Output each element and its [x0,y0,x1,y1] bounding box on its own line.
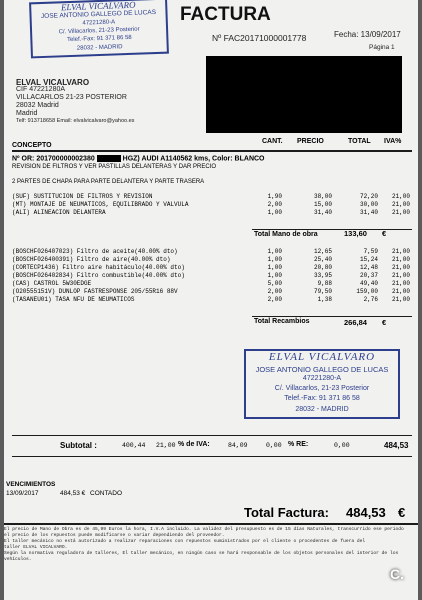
grand-total-label: Total Factura: [244,505,329,520]
iva-amount: 84,09 [228,442,248,449]
labor-row [12,209,412,218]
stamp-name: JOSE ANTONIO GALLEGO DE LUCAS [40,9,157,21]
invoice-number [212,33,306,43]
line-description: (TASANEU01) TASA NFU DE NEUMATICOS [12,296,135,303]
subtotal-base: 400,44 [122,442,146,449]
grand-total-currency: € [398,505,406,520]
line-iva: 21,00 [391,296,410,303]
invoice-date: Fecha: 13/09/2017 [334,30,401,39]
stamp-phone: Telef.-Fax: 91 371 86 58 [66,34,132,44]
stamp-nif: 47221280-A [302,375,342,382]
line-qty: 1,00 [267,272,282,279]
summary-rule-bottom [12,456,412,457]
redacted-client-box [206,56,402,133]
line-iva: 21,00 [391,272,410,279]
due-method: CONTADO [90,490,123,497]
order-number: 201700000002380 [36,155,95,163]
line-price: 38,00 [313,193,332,200]
order-description-2: 2 PARTES DE CHAPA PARA PARTE DELANTERA Y PARTE TRASERA [12,179,205,185]
labor-total-label: Total Mano de obra [254,231,318,238]
stamp-city: 28032 - MADRID [295,406,349,413]
line-iva: 21,00 [391,248,410,255]
issuer-cif: CIF 47221280A [16,86,66,93]
line-price: 31,40 [313,209,332,216]
footer-rule [4,523,418,525]
order-vehicle: HGZ) AUDI A1140562 kms, Color: BLANCO [122,155,265,163]
due-label: VENCIMIENTOS [6,481,56,488]
line-description: (SUF) SUSTITUCION DE FILTROS Y REVISION [12,193,153,200]
line-total: 7,59 [363,248,378,255]
line-total: 2,76 [363,296,378,303]
line-qty: 5,00 [267,280,282,287]
footer-note-5: Según la normativa reguladora de talleres, El taller mecánico, en ningún caso se hará responsable de los objetos personales del interior de los [4,551,399,556]
document-title: FACTURA [180,4,271,25]
line-iva: 21,00 [391,280,410,287]
re-label: % RE: [288,441,309,448]
header-rule [12,150,412,152]
line-price: 20,80 [313,264,332,271]
stamp-name: JOSE ANTONIO GALLEGO DE LUCAS [255,365,389,374]
line-description: (CAS) CASTROL 5W30EDGE [12,280,92,287]
parts-total-value: 266,84 [344,318,367,327]
corner-mark: C. [390,566,404,582]
iva-label: % de IVA: [178,441,210,448]
line-description: (O20555151V) DUNLOP FASTRESPONSE 205/55R16 88V [12,288,178,295]
summary-total: 484,53 [384,441,409,450]
line-qty: 1,00 [267,209,282,216]
line-qty: 2,00 [267,288,282,295]
line-price: 25,40 [313,256,332,263]
due-amount: 484,53 € [60,490,86,497]
company-stamp-bottom [244,349,400,419]
summary-rule-top [12,435,412,436]
column-concepto: CONCEPTO [12,142,52,149]
issuer-contact: Telf: 913718658 Email: elvalvicalvaro@yahoo.es [16,118,135,124]
issuer-address: VILLACARLOS 21-23 POSTERIOR [16,94,127,101]
footer-note-3: El taller mecánico no está autorizado a realizar reparaciones con repuestos suministrados por el cliente o procedentes de fuera del [4,539,366,544]
line-description: (CORTECP1436) Filtro aire habitáculo(40.00% dto) [12,264,185,271]
footer-note-1: El precio de Mano de Obra es de 45,99 Euros la hora, I.V.A incluido. La validez del presupuesto es de 15 días Naturales, transcurrido ese periodo [4,527,404,532]
re-rate: 0,00 [266,442,282,449]
line-price: 9,88 [317,280,332,287]
stamp-brand: ELVAL VICALVARO [268,351,376,363]
order-label: Nº OR: [12,155,35,163]
subtotal-label: Subtotal : [60,441,97,450]
line-iva: 21,00 [391,288,410,295]
line-qty: 1,90 [267,193,282,200]
iva-rate: 21,00 [156,442,176,449]
line-total: 159,00 [356,288,378,295]
redacted-plate [97,155,121,162]
line-description: (BOSCHF026400391) Filtro de aire(40.00% dto) [12,256,171,263]
line-total: 30,00 [359,201,378,208]
re-amount: 0,00 [334,442,350,449]
grand-total-value: 484,53 [346,505,386,520]
line-price: 15,00 [313,201,332,208]
column-total: TOTAL [348,138,371,145]
line-description: (ALI) ALINEACION DELANTERA [12,209,106,216]
line-iva: 21,00 [391,193,410,200]
line-price: 1,38 [317,296,332,303]
line-total: 49,40 [359,280,378,287]
invoice-paper [4,0,418,600]
stamp-street: C/. Villacarlos, 21-23 Posterior [58,26,140,36]
line-iva: 21,00 [391,201,410,208]
parts-total-rule [252,316,412,317]
line-qty: 1,00 [267,248,282,255]
footer-note-2: el precio de los repuestos puede modificarse o variar dependiendo del proveedor. [4,533,225,538]
labor-total-rule [252,229,412,230]
line-iva: 21,00 [391,264,410,271]
invoice-number-label: Nº [212,33,222,43]
line-iva: 21,00 [391,256,410,263]
issuer-city: 28032 Madrid [16,102,59,109]
line-qty: 1,00 [267,264,282,271]
invoice-number-value: FAC20171000001778 [223,33,307,43]
line-total: 20,37 [359,272,378,279]
stamp-street: C/. Villacarlos, 21-23 Posterior [274,385,370,392]
line-iva: 21,00 [391,209,410,216]
line-description: (BOSCHF026402834) Filtro combustible(40.00% dto) [12,272,185,279]
line-total: 15,24 [359,256,378,263]
issuer-province: Madrid [16,110,38,117]
column-iva: IVA% [384,138,402,145]
line-qty: 2,00 [267,296,282,303]
page-number: Página 1 [369,44,395,51]
line-total: 12,48 [359,264,378,271]
line-price: 12,65 [313,248,332,255]
stamp-brand: ELVAL VICALVARO [60,0,136,13]
due-date: 13/09/2017 [6,490,39,497]
footer-note-4: taller ELVAL VICALVARO. [4,545,68,550]
line-price: 33,95 [313,272,332,279]
stamp-phone: Telef.-Fax: 91 371 86 58 [284,395,360,402]
company-stamp-top [29,0,169,58]
line-qty: 1,00 [267,256,282,263]
labor-total-value: 133,60 [344,229,367,238]
footer-note-6: vehículos. [4,557,32,562]
parts-total-label: Total Recambios [254,318,310,325]
line-total: 31,40 [359,209,378,216]
line-total: 72,20 [359,193,378,200]
column-precio: PRECIO [297,138,324,145]
column-cant: CANT. [262,138,283,145]
part-row [12,296,412,305]
issuer-name: ELVAL VICALVARO [16,78,90,87]
order-description: REVISION DE FILTROS Y VER PASTILLAS DELANTERAS Y DAR PRECIO [12,164,217,170]
labor-total-currency: € [382,229,387,238]
stamp-city: 28032 - MADRID [76,44,123,52]
order-line [12,155,265,162]
stamp-nif: 47221280-A [82,19,116,27]
line-qty: 2,00 [267,201,282,208]
line-description: (MT) MONTAJE DE NEUMATICOS, EQUILIBRADO Y VALVULA [12,201,189,208]
line-description: (BOSCHF026407023) Filtro de aceite(40.00% dto) [12,248,178,255]
parts-total-currency: € [382,318,387,327]
line-price: 79,50 [313,288,332,295]
